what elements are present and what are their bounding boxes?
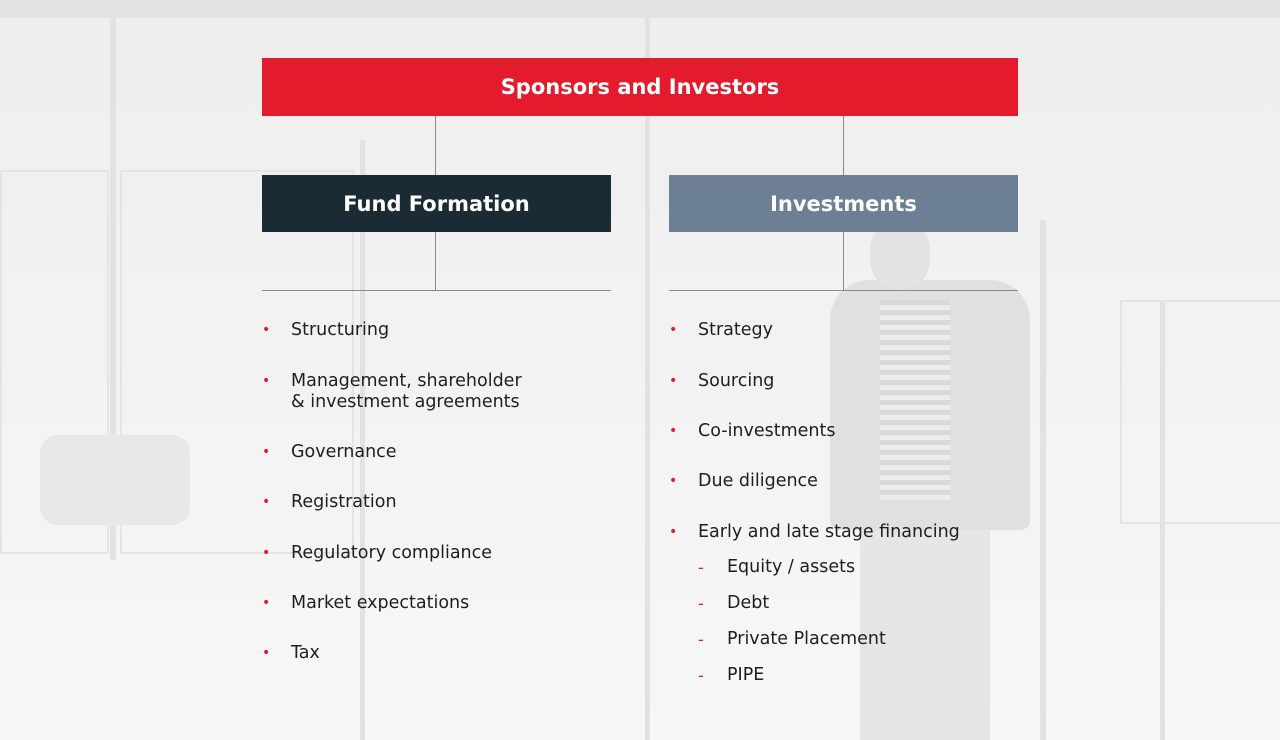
list-item-text: & investment agreements bbox=[291, 392, 520, 412]
bullet-icon: • bbox=[262, 545, 271, 561]
list-item bbox=[262, 492, 397, 513]
bullet-icon: • bbox=[262, 322, 271, 338]
right-divider bbox=[669, 290, 1018, 291]
fund-formation-box bbox=[262, 175, 611, 232]
fund-formation-label: Fund Formation bbox=[343, 191, 530, 216]
list-item bbox=[262, 320, 389, 341]
list-item-text: Tax bbox=[291, 643, 320, 663]
connector-right-down bbox=[843, 232, 844, 290]
bullet-icon: • bbox=[262, 595, 271, 611]
list-item bbox=[669, 320, 773, 341]
list-item-text: Due diligence bbox=[698, 471, 818, 491]
list-item-text: Regulatory compliance bbox=[291, 543, 493, 563]
sponsors-investors-box bbox=[262, 58, 1018, 116]
list-item bbox=[262, 543, 492, 564]
bullet-icon: • bbox=[669, 473, 678, 489]
list-item-text: Sourcing bbox=[698, 371, 775, 391]
sub-list-item-text: Debt bbox=[727, 593, 770, 613]
bullet-icon: • bbox=[262, 444, 271, 460]
bullet-icon: • bbox=[669, 322, 678, 338]
list-item bbox=[669, 522, 960, 543]
list-item-text: Governance bbox=[291, 442, 397, 462]
list-item bbox=[262, 442, 397, 463]
dash-icon: - bbox=[698, 558, 704, 577]
list-item bbox=[669, 421, 836, 442]
list-item bbox=[262, 643, 320, 664]
connector-left-down bbox=[435, 232, 436, 290]
sub-list-item bbox=[698, 665, 764, 686]
bullet-icon: • bbox=[669, 524, 678, 540]
dash-icon: - bbox=[698, 630, 704, 649]
bullet-icon: • bbox=[262, 373, 271, 389]
dash-icon: - bbox=[698, 594, 704, 613]
list-item bbox=[262, 371, 522, 413]
investments-box bbox=[669, 175, 1018, 232]
bullet-icon: • bbox=[262, 645, 271, 661]
sub-list-item-text: Equity / assets bbox=[727, 557, 856, 577]
sub-list-item bbox=[698, 557, 855, 578]
list-item bbox=[262, 593, 469, 614]
sub-list-item bbox=[698, 629, 886, 650]
bullet-icon: • bbox=[262, 494, 271, 510]
list-item-text: Co-investments bbox=[698, 421, 836, 441]
connector-top-left bbox=[435, 116, 436, 175]
list-item bbox=[669, 371, 774, 392]
sub-list-item-text: Private Placement bbox=[727, 629, 886, 649]
list-item-text: Registration bbox=[291, 492, 397, 512]
dash-icon: - bbox=[698, 666, 704, 685]
sponsors-investors-label: Sponsors and Investors bbox=[500, 75, 780, 99]
bullet-icon: • bbox=[669, 373, 678, 389]
list-item-text: Management, shareholder bbox=[291, 371, 522, 391]
list-item-text: Early and late stage financing bbox=[698, 522, 960, 542]
investments-label: Investments bbox=[770, 191, 917, 216]
list-item-text: Strategy bbox=[698, 320, 773, 340]
list-item-text: Structuring bbox=[291, 320, 390, 340]
left-divider bbox=[262, 290, 611, 291]
sub-list-item-text: PIPE bbox=[727, 665, 765, 685]
sub-list-item bbox=[698, 593, 769, 614]
connector-top-right bbox=[843, 116, 844, 175]
bullet-icon: • bbox=[669, 423, 678, 439]
list-item-text: Market expectations bbox=[291, 593, 470, 613]
list-item bbox=[669, 471, 818, 492]
